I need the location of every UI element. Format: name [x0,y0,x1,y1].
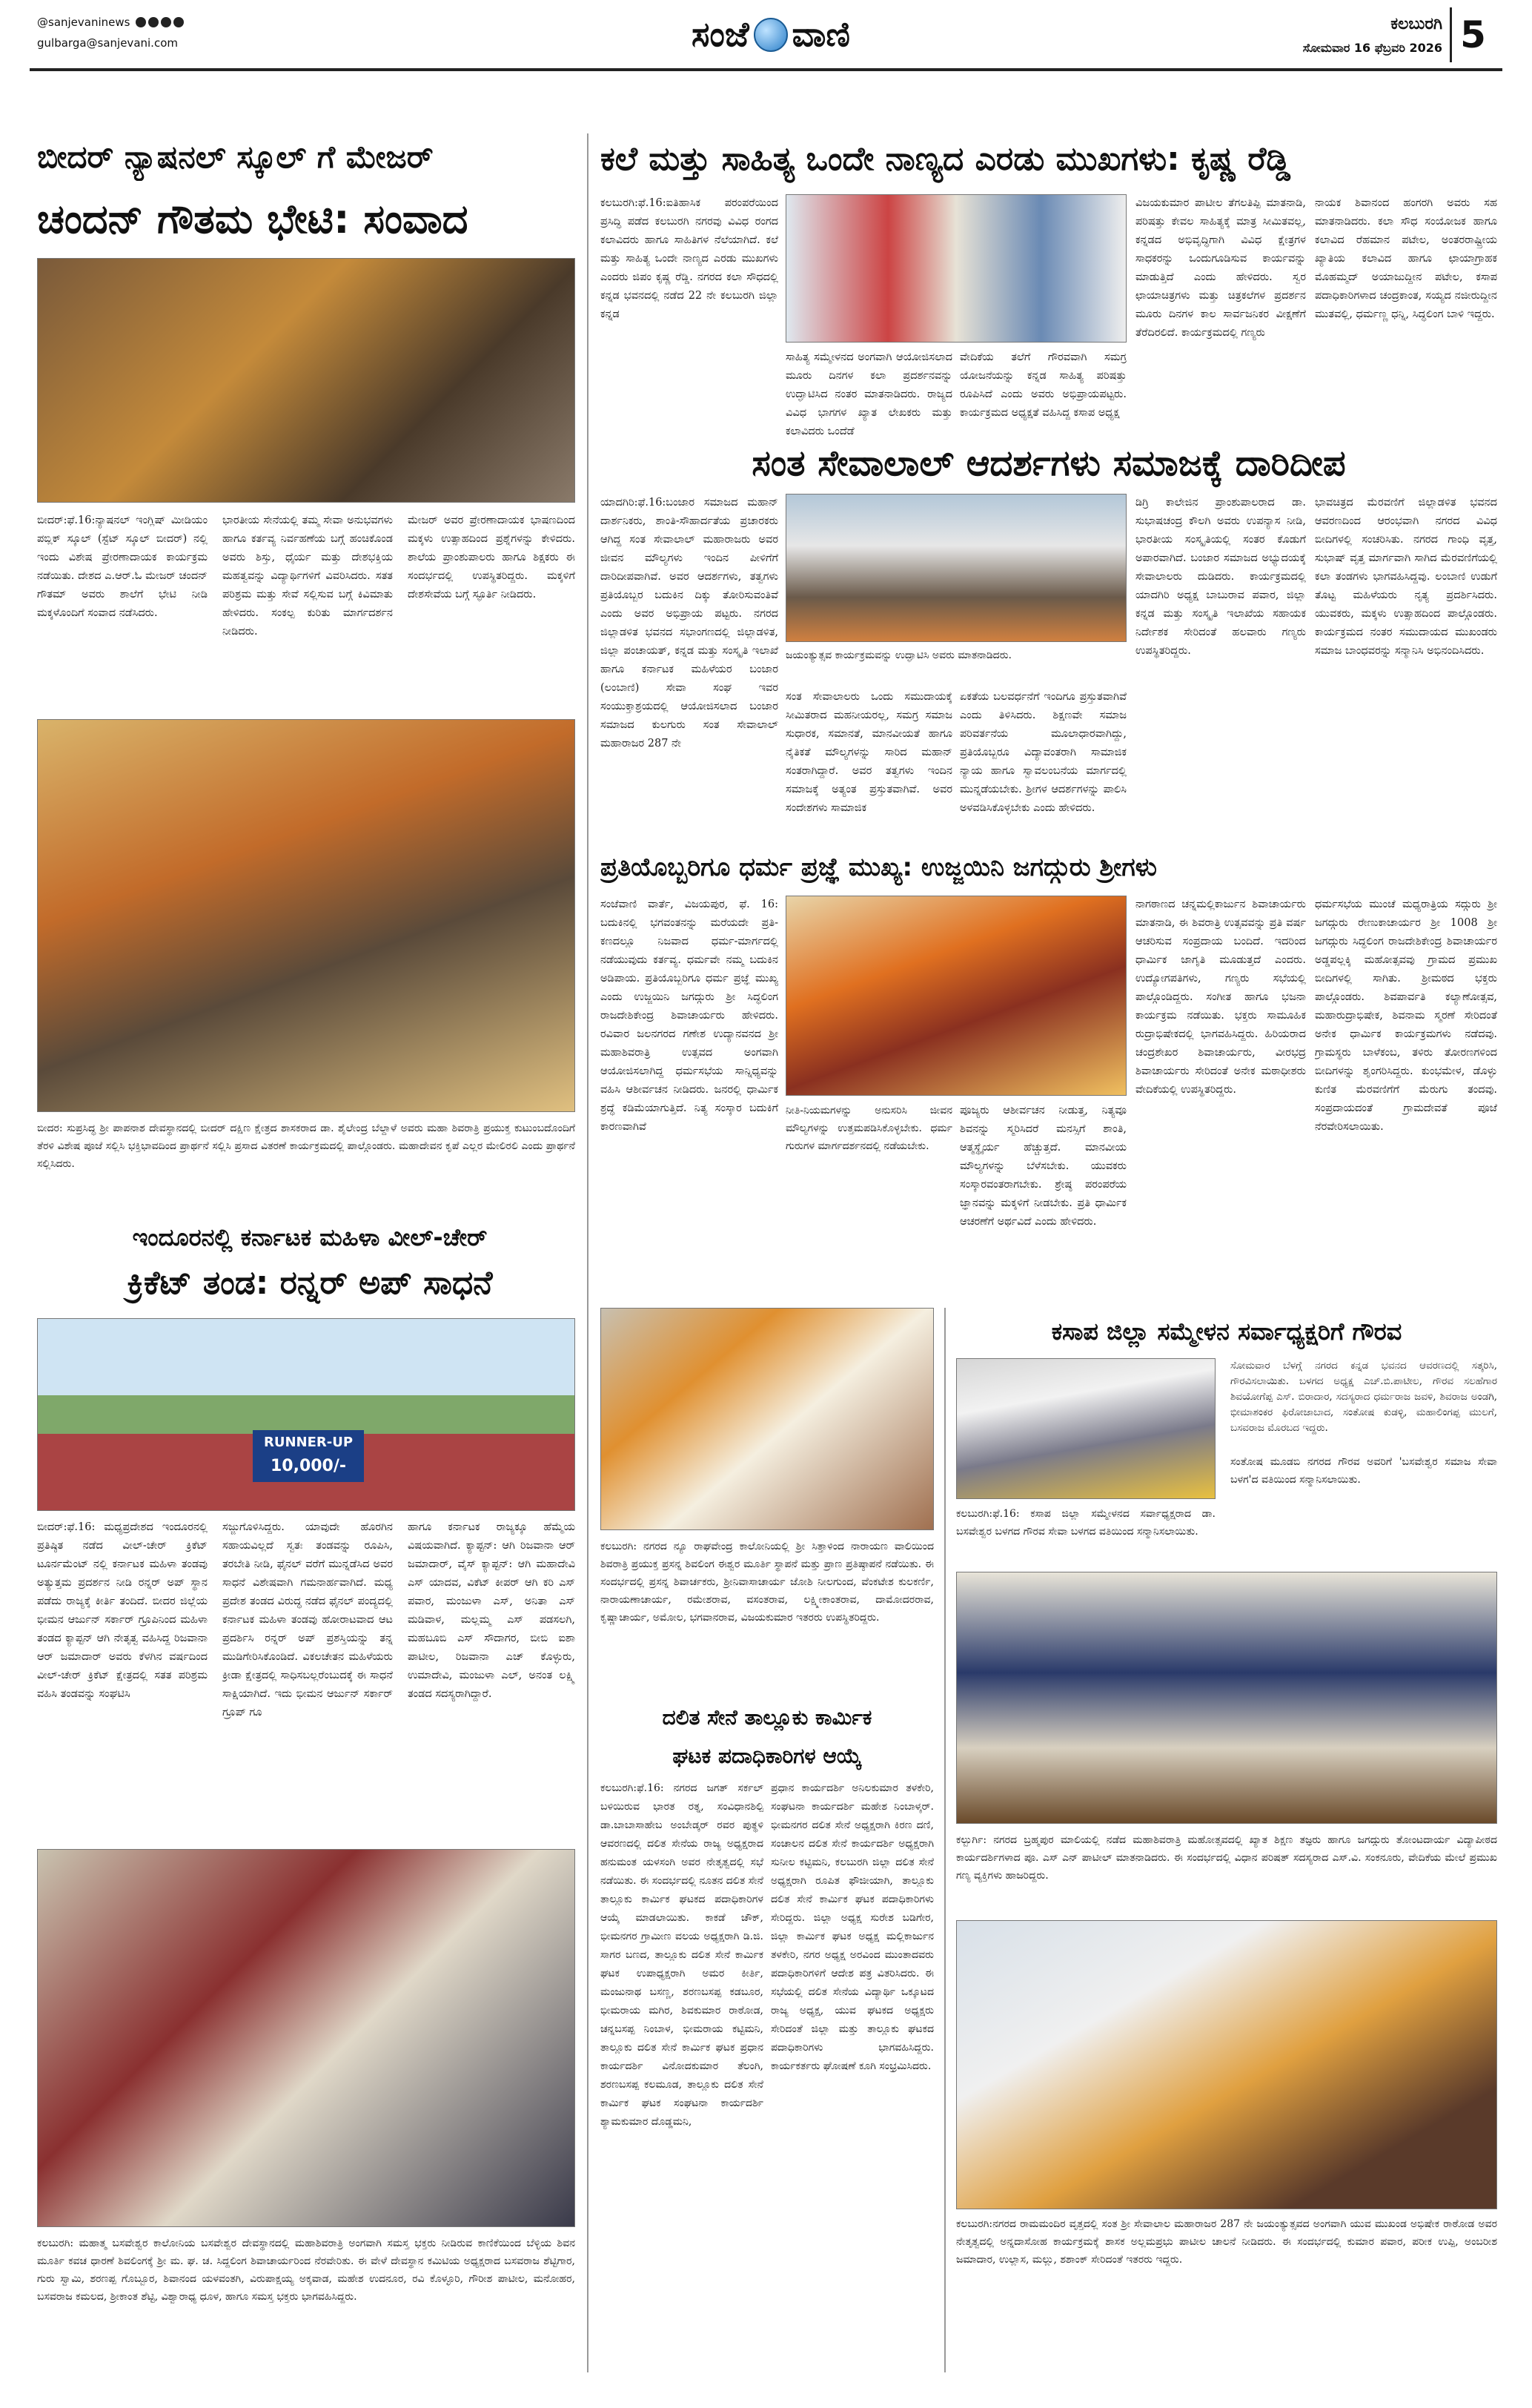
a6-headline-2: ಘಟಕ ಪದಾಧಿಕಾರಿಗಳ ಆಯ್ಕೆ [672,1744,862,1768]
edition-date: ಸೋಮವಾರ 16 ಫೆಬ್ರವರಿ 2026 [1302,41,1442,55]
a3-col1: ಕಲಬುರಗಿ:ಫೆ.16:ಐತಿಹಾಸಿಕ ಪರಂಪರೆಯಿಂದ ಪ್ರಸಿದ್ಧಿ ಪಡೆದ ಕಲಬುರಗಿ ನಗರವು ವಿವಿಧ ರಂಗದ ಕಲಾವಿದರು ಹಾಗೂ ಸಾಹಿತಿಗಳ ನೆಲೆಯಾಗಿದೆ. ಕಲೆ ಮತ್ತು ಸಾಹಿತ್ಯ ಒಂದೇ ನಾಣ್ಯದ ಎರಡು ಮುಖಗಳು ಎಂದರು ಜಿಪಂ ಕೃಷ್ಣ ರೆಡ್ಡಿ. ನಗರದ ಕಲಾ ಸೌಧದಲ್ಲಿ ಕನ್ನಡ ಭವನದಲ್ಲಿ ನಡೆದ 22 ನೇ ಕಲಬುರಗಿ ಜಿಲ್ಲಾ ಕನ್ನಡ [600,197,778,320]
youtube-icon [161,17,171,27]
sevalal-food-photo [956,1920,1497,2209]
matha-photo [37,1849,575,2227]
a2-col1: ಬೀದರ್:ಫೆ.16: ಮಧ್ಯಪ್ರದೇಶದ ಇಂದೂರನಲ್ಲಿ ಪ್ರತಿಷ್ಠಿತ ನಡೆದ ವೀಲ್-ಚೇರ್ ಕ್ರಿಕೆಟ್ ಟೂರ್ನಮೆಂಟ್ ನಲ್ಲಿ ಕರ್ನಾಟಕ ಮಹಿಳಾ ತಂಡವು ಅತ್ಯುತ್ತಮ ಪ್ರದರ್ಶನ ನೀಡಿ ರನ್ನರ್ ಅಪ್ ಸ್ಥಾನ ಪಡೆದು ರಾಜ್ಯಕ್ಕೆ ಕೀರ್ತಿ ತಂದಿದೆ. ಬೀದರ ಜಿಲ್ಲೆಯ ಭೀಮನ ಆರ್ಜುನ್ ಸರ್ಕಾರ್ ಗ್ರೂಪಿನಿಂದ ಮಹಿಳಾ ತಂಡದ ಕ್ಯಾಪ್ಟನ್ ಆಗಿ ನೇತೃತ್ವ ವಹಿಸಿದ್ದ ರಿಜವಾನಾ ಆರ್ ಜಮಾದಾರ್ ಅವರು ಕೆಳಗಿನ ವರ್ಷದಿಂದ ವೀಲ್-ಚೇರ್ ಕ್ರಿಕೆಟ್ ಕ್ಷೇತ್ರದಲ್ಲಿ ಸತತ ಪರಿಶ್ರಮ ವಹಿಸಿ ತಂಡವನ್ನು ಸಂಘಟಿಸಿ [37,1521,208,1700]
a7-headline: ಕಸಾಪ ಜಿಲ್ಲಾ ಸಮ್ಮೇಳನ ಸರ್ವಾಧ್ಯಕ್ಷರಿಗೆ ಗೌರವ [1051,1317,1402,1346]
a2-team-photo [37,1318,575,1511]
bidar-temple-photo [37,719,575,1112]
column-rule-left [587,133,588,2372]
a6-col2: ಪ್ರಧಾನ ಕಾರ್ಯದರ್ಶಿ ಅನಿಲಕುಮಾರ ತಳಕೇರಿ, ಸಂಘಟನಾ ಕಾರ್ಯದರ್ಶಿ ಮಹೇಶ ನಿಂಬಾಳ್ಕರ್. ಭೀಮನಗರ ದಲಿತ ಸೇನೆ ಅಧ್ಯಕ್ಷರಾಗಿ ಕಿರಣ ದಣಿ, ಸಂಚಾಲನ ದಲಿತ ಸೇನೆ ಕಾರ್ಯದರ್ಶಿ ಅಧ್ಯಕ್ಷರಾಗಿ ಸುನೀಲ ಕಟ್ಟಿಮನಿ, ಕಲಬುರಗಿ ಜಿಲ್ಲಾ ದಲಿತ ಸೇನೆ ಅಧ್ಯಕ್ಷರಾಗಿ ರೂಪಿತ ಫೌಜೀಯಾಗಿ, ತಾಲ್ಲೂಕು ದಲಿತ ಸೇನೆ ಕಾರ್ಮಿಕ ಘಟಕ ಪದಾಧಿಕಾರಿಗಳು ಸೇರಿದ್ದರು. ಜಿಲ್ಲಾ ಅಧ್ಯಕ್ಷ ಸುರೇಶ ಬಡಿಗೇರ, ಜಿಲ್ಲಾ ಕಾರ್ಮಿಕ ಘಟಕ ಅಧ್ಯಕ್ಷ ಮಲ್ಲಿಕಾರ್ಜುನ ತಳಕೇರಿ, ನಗರ ಅಧ್ಯಕ್ಷ ಅರವಿಂದ ಮುಂತಾದವರು ಪದಾಧಿಕಾರಿಗಳಿಗೆ ಆದೇಶ ಪತ್ರ ವಿತರಿಸಿದರು. ಈ ಸಭೆಯಲ್ಲಿ ದಲಿತ ಸೇನೆಯ ವಿದ್ಯಾರ್ಥಿ ಒಕ್ಕೂಟದ ರಾಜ್ಯ ಅಧ್ಯಕ್ಷ, ಯುವ ಘಟಕದ ಅಧ್ಯಕ್ಷರು ಸೇರಿದಂತೆ ಜಿಲ್ಲಾ ಮತ್ತು ತಾಲ್ಲೂಕು ಘಟಕದ ಪದಾಧಿಕಾರಿಗಳು ಭಾಗವಹಿಸಿದ್ದರು. ಕಾರ್ಯಕರ್ತರು ಘೋಷಣೆ ಕೂಗಿ ಸಂಭ್ರಮಿಸಿದರು. [771,1782,934,2072]
twitter-icon [173,17,184,27]
a5-caption: ನೀತಿ-ನಿಯಮಗಳನ್ನು ಅನುಸರಿಸಿ ಜೀವನ ಮೌಲ್ಯಗಳನ್ನು ಉತ್ತಮಪಡಿಸಿಕೊಳ್ಳಬೇಕು. ಧರ್ಮ ಗುರುಗಳ ಮಾರ್ಗದರ್ಶನದಲ್ಲಿ ನಡೆಯಬೇಕು. [786,1105,952,1152]
social-handle: @sanjevaninews [37,13,259,31]
a2-headline-2: ಕ್ರಿಕೆಟ್ ತಂಡ: ರನ್ನರ್ ಅಪ್ ಸಾಧನೆ [127,1264,493,1302]
brahmapur-caption: ಕಲ್ಬುರ್ಗಿ: ನಗರದ ಬ್ರಹ್ಮಪುರ ಮಾಲಿಯಲ್ಲಿ ನಡೆದ ಮಹಾಶಿವರಾತ್ರಿ ಮಹೋತ್ಸವದಲ್ಲಿ ಖ್ಯಾತ ಶಿಕ್ಷಣ ತಜ್ಞರು ಹಾಗೂ ಜಗದ್ಗುರು ತೋಂಟದಾರ್ಯ ವಿದ್ಯಾಪೀಠದ ಕಾರ್ಯದರ್ಶಿಗಳಾದ ಪೂ. ಎಸ್ ಎನ್ ಪಾಟೀಲ್ ಮಾತನಾಡಿದರು. ಈ ಸಂದರ್ಭದಲ್ಲಿ ವಿಧಾನ ಪರಿಷತ್ ಸದಸ್ಯರಾದ ಎಸ್.ವಿ. ಸಂಕನೂರು, ವೇದಿಕೆಯ ಮೇಲೆ ಪ್ರಮುಖ ಗಣ್ಯ ವ್ಯಕ್ತಿಗಳು ಹಾಜರಿದ್ದರು. [956,1834,1497,1882]
a4-photo [786,494,1127,642]
a1-headline-1: ಬೀದರ್ ನ್ಯಾಷನಲ್ ಸ್ಕೂಲ್ ಗೆ ಮೇಜರ್ [37,139,434,175]
a7-photo [956,1358,1216,1499]
a4-col3: ಡಿಗ್ರಿ ಕಾಲೇಜಿನ ಪ್ರಾಂಶುಪಾಲರಾದ ಡಾ. ಸುಭಾಷಚಂದ್ರ ಕೌಲಗಿ ಅವರು ಉಪನ್ಯಾಸ ನೀಡಿ, ಭಾರತೀಯ ಸಂಸ್ಕೃತಿಯಲ್ಲಿ ಸಂತರ ಕೊಡುಗೆ ಅಪಾರವಾಗಿದೆ. ಬಂಜಾರ ಸಮಾಜದ ಅಭ್ಯುದಯಕ್ಕೆ ಸೇವಾಲಾಲರು ದುಡಿದರು. ಕಾರ್ಯಕ್ರಮದಲ್ಲಿ ಯಾದಗಿರಿ ಅಧ್ಯಕ್ಷ ಬಾಬುರಾವ ಪವಾರ, ಜಿಲ್ಲಾ ಕನ್ನಡ ಮತ್ತು ಸಂಸ್ಕೃತಿ ಇಲಾಖೆಯ ಸಹಾಯಕ ನಿರ್ದೇಶಕ ಸೇರಿದಂತೆ ಹಲವಾರು ಗಣ್ಯರು ಉಪಸ್ಥಿತರಿದ್ದರು. [1135,497,1306,657]
a3-col3: ವಿಜಯಕುಮಾರ ಪಾಟೀಲ ತೆಗಲತಿಪ್ಪಿ ಮಾತನಾಡಿ, ಪರಿಷತ್ತು ಕೇವಲ ಸಾಹಿತ್ಯಕ್ಕೆ ಮಾತ್ರ ಸೀಮಿತವಲ್ಲ, ಕನ್ನಡದ ಅಭಿವೃದ್ಧಿಗಾಗಿ ವಿವಿಧ ಕ್ಷೇತ್ರಗಳ ಸಾಧಕರನ್ನು ಒಂದುಗೂಡಿಸುವ ಕಾರ್ಯವನ್ನು ಮಾಡುತ್ತಿದೆ ಎಂದು ಹೇಳಿದರು. ಸ್ವರ ಛಾಯಾಚಿತ್ರಗಳು ಮತ್ತು ಚಿತ್ರಕಲೆಗಳ ಪ್ರದರ್ಶನ ಮೂರು ದಿನಗಳ ಕಾಲ ಸಾರ್ವಜನಿಕರ ವೀಕ್ಷಣೆಗೆ ತೆರೆದಿರಲಿದೆ. ಕಾರ್ಯಕ್ರಮದಲ್ಲಿ ಗಣ್ಯರು [1135,197,1306,339]
a3-photo [786,194,1127,343]
a1-photo [37,258,575,503]
a5-col1: ಸಂಜೆವಾಣಿ ವಾರ್ತೆ, ವಿಜಯಪುರ, ಫೆ. 16: ಬದುಕಿನಲ್ಲಿ ಭಗವಂತನನ್ನು ಮರೆಯದೇ ಪ್ರತಿ-ಕಣದಲ್ಲೂ ನಿಜವಾದ ಧರ್ಮ-ಮಾರ್ಗದಲ್ಲಿ ನಡೆಯುವುದು ಕರ್ತವ್ಯ. ಧರ್ಮವೇ ನಮ್ಮ ಬದುಕಿನ ಅಡಿಪಾಯ. ಪ್ರತಿಯೊಬ್ಬರಿಗೂ ಧರ್ಮ ಪ್ರಜ್ಞೆ ಮುಖ್ಯ ಎಂದು ಉಜ್ಜಯಿನಿ ಜಗದ್ಗುರು ಶ್ರೀ ಸಿದ್ಧಲಿಂಗ ರಾಜದೇಶಿಕೇಂದ್ರ ಶಿವಾಚಾರ್ಯರು ಹೇಳಿದರು. ರವಿವಾರ ಜಲನಗರದ ಗಣೇಶ ಉದ್ಯಾನವನದ ಶ್ರೀ ಮಹಾಶಿವರಾತ್ರಿ ಉತ್ಸವದ ಅಂಗವಾಗಿ ಆಯೋಜಿಸಲಾಗಿದ್ದ ಧರ್ಮಸಭೆಯ ಸಾನ್ನಿಧ್ಯವನ್ನು ವಹಿಸಿ ಆಶೀರ್ವಚನ ನೀಡಿದರು. ಜನರಲ್ಲಿ ಧಾರ್ಮಿಕ ಶ್ರದ್ಧೆ ಕಡಿಮೆಯಾಗುತ್ತಿದೆ. ನಿತ್ಯ ಸಂಸ್ಕಾರ ಬದುಕಿಗೆ ಕಾರಣವಾಗಿವೆ [600,899,778,1133]
a1-col1: ಬೀದರ್:ಫೆ.16:ನ್ಯಾಷನಲ್ ಇಂಗ್ಲಿಷ್ ಮೀಡಿಯಂ ಪಬ್ಲಿಕ್ ಸ್ಕೂಲ್ (ಸ್ಟೆಟ್ ಸ್ಕೂಲ್ ಬೀದರ್) ನಲ್ಲಿ ಇಂದು ವಿಶೇಷ ಪ್ರೇರಣಾದಾಯಕ ಕಾರ್ಯಕ್ರಮ ನಡೆಯಿತು. ದೇಶದ ಎ.ಆರ್.ಓ ಮೇಜರ್ ಚಂದನ್ ಗೌತಮ್ ಅವರು ಶಾಲೆಗೆ ಭೇಟಿ ನೀಡಿ ಮಕ್ಕಳೊಂದಿಗೆ ಸಂವಾದ ನಡೆಸಿದರು. [37,515,208,619]
a4-col1: ಯಾದಗಿರಿ:ಫೆ.16:ಬಂಜಾರ ಸಮಾಜದ ಮಹಾನ್ ದಾರ್ಶನಿಕರು, ಶಾಂತಿ-ಸೌಹಾರ್ದತೆಯ ಪ್ರಚಾರಕರು ಆಗಿದ್ದ ಸಂತ ಸೇವಾಲಾಲ್ ಮಹಾರಾಜರು ಅವರ ಜೀವನ ಮೌಲ್ಯಗಳು ಇಂದಿನ ಪೀಳಿಗೆಗೆ ದಾರಿದೀಪವಾಗಿವೆ. ಅವರ ಆದರ್ಶಗಳು, ತತ್ವಗಳು ಪ್ರತಿಯೊಬ್ಬರ ಬದುಕಿನ ದಿಕ್ಕು ತೋರಿಸುವಂತಿವೆ ಎಂದು ಅವರ ಅಭಿಪ್ರಾಯ ಪಟ್ಟರು. ನಗರದ ಜಿಲ್ಲಾಡಳಿತ ಭವನದ ಸಭಾಂಗಣದಲ್ಲಿ ಜಿಲ್ಲಾಡಳಿತ, ಜಿಲ್ಲಾ ಪಂಚಾಯತ್, ಕನ್ನಡ ಮತ್ತು ಸಂಸ್ಕೃತಿ ಇಲಾಖೆ ಹಾಗೂ ಕರ್ನಾಟಕ ಮಹಿಳೆಯರ ಬಂಜಾರ (ಲಂಬಾಣಿ) ಸೇವಾ ಸಂಘ ಇವರ ಸಂಯುಕ್ತಾಶ್ರಯದಲ್ಲಿ ಆಯೋಜಿಸಲಾದ ಬಂಜಾರ ಸಮಾಜದ ಕುಲಗುರು ಸಂತ ಸೇವಾಲಾಲ್ ಮಹಾರಾಜರ 287 ನೇ [600,497,778,750]
a1-col2: ಭಾರತೀಯ ಸೇನೆಯಲ್ಲಿ ತಮ್ಮ ಸೇವಾ ಅನುಭವಗಳು ಹಾಗೂ ಕರ್ತವ್ಯ ನಿರ್ವಹಣೆಯ ಬಗ್ಗೆ ಹಂಚಿಕೊಂಡ ಅವರು ಶಿಸ್ತು, ಧೈರ್ಯ ಮತ್ತು ದೇಶಭಕ್ತಿಯ ಮಹತ್ವವನ್ನು ವಿದ್ಯಾರ್ಥಿಗಳಿಗೆ ವಿವರಿಸಿದರು. ಸತತ ಪರಿಶ್ರಮ ಮತ್ತು ಸೇವೆ ಸಲ್ಲಿಸುವ ಬಗ್ಗೆ ಕಿವಿಮಾತು ಹೇಳಿದರು. ಸಂಕಲ್ಪ ಕುರಿತು ಮಾರ್ಗದರ್ಶನ ನೀಡಿದರು. [222,515,393,638]
page-number: 5 [1450,7,1494,62]
a3-col4: ನಾಯಕ ಶಿವಾನಂದ ಹಂಗರಗಿ ಅವರು ಸಹ ಮಾತನಾಡಿದರು. ಕಲಾ ಸೌಧ ಸಂಯೋಜಕ ಹಾಗೂ ಕಲಾವಿದ ರೆಹಮಾನ ಪಟೇಲ, ಅಂತರರಾಷ್ಟ್ರೀಯ ಖ್ಯಾತಿಯ ಕಲಾವಿದ ಹಾಗೂ ಛಾಯಾಗ್ರಾಹಕ ಮೊಹಮ್ಮದ್ ಅಯಾಜುದ್ದೀನ ಪಟೇಲ, ಕಸಾಪ ಪದಾಧಿಕಾರಿಗಳಾದ ಚಂದ್ರಕಾಂತ, ಸಯ್ಯದ ನಜೀರುದ್ದೀನ ಮುತವಲ್ಲಿ, ಧರ್ಮಣ್ಣ ಧನ್ನಿ, ಸಿದ್ಧಲಿಂಗ ಬಾಳಿ ಇದ್ದರು. [1315,197,1497,320]
a5-para1: ಪೂಜ್ಯರು ಆಶೀರ್ವಚನ ನೀಡುತ್ತ, ನಿತ್ಯವೂ ಶಿವನನ್ನು ಸ್ಮರಿಸಿದರೆ ಮನಸ್ಸಿಗೆ ಶಾಂತಿ, ಆತ್ಮಸ್ಥೈರ್ಯ ಹೆಚ್ಚುತ್ತದೆ. ಮಾನವೀಯ ಮೌಲ್ಯಗಳನ್ನು ಬೆಳೆಸಬೇಕು. ಯುವಕರು ಸಂಸ್ಕಾರವಂತರಾಗಬೇಕು. ಶ್ರೇಷ್ಠ ಪರಂಪರೆಯ ಜ್ಞಾನವನ್ನು ಮಕ್ಕಳಿಗೆ ನೀಡಬೇಕು. ಪ್ರತಿ ಧಾರ್ಮಿಕ ಆಚರಣೆಗೆ ಅರ್ಥವಿದೆ ಎಂದು ಹೇಳಿದರು. [960,1105,1127,1228]
sevalal-food-caption: ಕಲಬುರಗಿ:ನಗರದ ರಾಮಮಂದಿರ ವೃತ್ತದಲ್ಲಿ ಸಂತ ಶ್ರೀ ಸೇವಾಲಾಲ ಮಹಾರಾಜರ 287 ನೇ ಜಯಂತ್ಯುತ್ಸವದ ಅಂಗವಾಗಿ ಯುವ ಮುಖಂಡ ಅಭಿಷೇಕ ರಾಠೋಡ ಅವರ ನೇತೃತ್ವದಲ್ಲಿ ಅನ್ನದಾಸೋಹ ಕಾರ್ಯಕ್ರಮಕ್ಕೆ ಶಾಸಕ ಅಲ್ಲಮಪ್ರಭು ಪಾಟೀಲ ಚಾಲನೆ ನೀಡಿದರು. ಈ ಸಂದರ್ಭದಲ್ಲಿ ಕುಮಾರ ಪವಾರ, ಪರೀಕ ಉಪ್ಪಿ, ಅಂಬರೀಶ ಜಮಾದಾರ, ಉಲ್ಲಾಸ, ಮಲ್ಲು, ಶಶಾಂಕ್ ಸೇರಿದಂತೆ ಇತರರು ಇದ್ದರು. [956,2218,1497,2266]
matha-caption: ಕಲಬುರಗಿ: ಮಹಾತ್ಮ ಬಸವೇಶ್ವರ ಕಾಲೋನಿಯ ಬಸವೇಶ್ವರ ದೇವಸ್ಥಾನದಲ್ಲಿ ಮಹಾಶಿವರಾತ್ರಿ ಅಂಗವಾಗಿ ಸಮಸ್ತ ಭಕ್ತರು ನೀಡಿರುವ ಕಾಣಿಕೆಯಿಂದ ಬೆಳ್ಳಿಯ ಶಿವನ ಮೂರ್ತಿ ಕವಚ ಧಾರಣೆ ಶಿವಲಿಂಗಕ್ಕೆ ಶ್ರೀ ಮ. ಘ. ಚ. ಸಿದ್ದಲಿಂಗ ಶಿವಾಚಾರ್ಯರಿಂದ ನೆರವೇರಿತು. ಈ ವೇಳೆ ದೇವಸ್ಥಾನ ಕಮಿಟಿಯ ಅಧ್ಯಕ್ಷರಾದ ಬಸವರಾಜ ಶೆಟ್ಟಿಗಾರ, ಗುರು ಸ್ವಾಮಿ, ಶರಣಪ್ಪ ಗೊಬ್ಬೂರ, ಶಿವಾನಂದ ಯಳವಂತಗಿ, ವಿರುಪಾಕ್ಷಯ್ಯ ಅಕ್ಕವಾಡ, ಮಹೇಶ ಉದನೂರ, ರವಿ ಕೊಳ್ಳೂರಿ, ಗೌರೀಶ ಪಾಟೀಲ, ಮನೋಹರ, ಬಸವರಾಜ ಕಮಲದ, ಶ್ರೀಕಾಂತ ಶೆಟ್ಟಿ, ವಿಶ್ವಾರಾಧ್ಯ ಧೂಳ, ಹಾಗೂ ಸಮಸ್ತ ಭಕ್ತರು ಭಾಗವಹಿಸಿದ್ದರು. [37,2237,575,2303]
edition-city: ಕಲಬುರಗಿ [1390,15,1442,33]
bidar-temple-caption: ಬೀದರ: ಸುಪ್ರಸಿದ್ಧ ಶ್ರೀ ಪಾಪನಾಶ ದೇವಸ್ಥಾನದಲ್ಲಿ ಬೀದರ್ ದಕ್ಷಿಣ ಕ್ಷೇತ್ರದ ಶಾಸಕರಾದ ಡಾ. ಶೈಲೇಂದ್ರ ಬೆಲ್ದಾಳೆ ಅವರು ಮಹಾ ಶಿವರಾತ್ರಿ ಪ್ರಯುಕ್ತ ಕುಟುಂಬದೊಂದಿಗೆ ತೆರಳಿ ವಿಶೇಷ ಪೂಜೆ ಸಲ್ಲಿಸಿ ಭಕ್ತಿಭಾವದಿಂದ ಪ್ರಾರ್ಥನೆ ಸಲ್ಲಿಸಿ ಪ್ರಸಾದ ವಿತರಣೆ ಕಾರ್ಯಕ್ರಮದಲ್ಲಿ ಪಾಲ್ಗೊಂಡರು. ಮಹಾದೇವನ ಕೃಪೆ ಎಲ್ಲರ ಮೇಲಿರಲಿ ಎಂದು ಪ್ರಾರ್ಥನೆ ಸಲ್ಲಿಸಿದರು. [37,1122,575,1170]
email: gulbarga@sanjevani.com [37,36,178,50]
raghavendra-photo [600,1308,934,1530]
a5-col4: ಧರ್ಮಸಭೆಯ ಮುಂಚೆ ಮಧ್ಯರಾತ್ರಿಯ ಸದ್ಗುರು ಶ್ರೀ ಜಗದ್ಗುರು ರೇಣುಕಾಚಾರ್ಯರ ಶ್ರೀ 1008 ಶ್ರೀ ಜಗದ್ಗುರು ಸಿದ್ಧಲಿಂಗ ರಾಜದೇಶಿಕೇಂದ್ರ ಶಿವಾಚಾರ್ಯರ ಅಡ್ಡಪಲ್ಲಕ್ಕಿ ಮಹೋತ್ಸವವು ಗ್ರಾಮದ ಪ್ರಮುಖ ಬೀದಿಗಳಲ್ಲಿ ಸಾಗಿತು. ಶ್ರೀಮಠದ ಭಕ್ತರು ಪಾಲ್ಗೊಂಡರು. ಶಿವಪಾರ್ವತಿ ಕಲ್ಯಾಣೋತ್ಸವ, ಮಹಾರುದ್ರಾಭಿಷೇಕ, ಶಿವನಾಮ ಸ್ಮರಣೆ ಸೇರಿದಂತೆ ಅನೇಕ ಧಾರ್ಮಿಕ ಕಾರ್ಯಕ್ರಮಗಳು ನಡೆದವು. ಗ್ರಾಮಸ್ಥರು ಬಾಳೆಕಂಬ, ತಳಿರು ತೋರಣಗಳಿಂದ ಬೀದಿಗಳನ್ನು ಶೃಂಗರಿಸಿದ್ದರು. ಕುಂಭಮೇಳ, ಡೊಳ್ಳು ಕುಣಿತ ಮೆರವಣಿಗೆಗೆ ಮೆರುಗು ತಂದವು. ಸಂಪ್ರದಾಯದಂತೆ ಗ್ರಾಮದೇವತೆ ಪೂಜೆ ನೆರವೇರಿಸಲಾಯಿತು. [1315,899,1497,1133]
a3-headline: ಕಲೆ ಮತ್ತು ಸಾಹಿತ್ಯ ಒಂದೇ ನಾಣ್ಯದ ಎರಡು ಮುಖಗಳು: ಕೃಷ್ಣ ರೆಡ್ಡಿ [600,140,1291,178]
a1-col3: ಮೇಜರ್ ಅವರ ಪ್ರೇರಣಾದಾಯಕ ಭಾಷಣದಿಂದ ಮಕ್ಕಳು ಉತ್ಸಾಹದಿಂದ ಪ್ರಶ್ನೆಗಳನ್ನು ಕೇಳಿದರು. ಶಾಲೆಯ ಪ್ರಾಂಶುಪಾಲರು ಹಾಗೂ ಶಿಕ್ಷಕರು ಈ ಸಂದರ್ಭದಲ್ಲಿ ಉಪಸ್ಥಿತರಿದ್ದರು. ಮಕ್ಕಳಿಗೆ ದೇಶಸೇವೆಯ ಬಗ್ಗೆ ಸ್ಫೂರ್ತಿ ನೀಡಿದರು. [408,515,575,601]
a3-para2: ವೇದಿಕೆಯ ತಲೆಗೆ ಗೌರವವಾಗಿ ಸಮಗ್ರ ಯೋಜನೆಯನ್ನು ಕನ್ನಡ ಸಾಹಿತ್ಯ ಪರಿಷತ್ತು ರೂಪಿಸಿದೆ ಎಂದು ಅವರು ಅಭಿಪ್ರಾಯಪಟ್ಟರು. ಕಾರ್ಯಕ್ರಮದ ಅಧ್ಯಕ್ಷತೆ ವಹಿಸಿದ್ದ ಕಸಾಪ ಅಧ್ಯಕ್ಷ [960,351,1127,419]
a5-photo [786,896,1127,1096]
a4-caption: ಜಯಂತ್ಯುತ್ಸವ ಕಾರ್ಯಕ್ರಮವನ್ನು ಉದ್ಘಾಟಿಸಿ ಅವರು ಮಾತನಾಡಿದರು. [786,649,1012,661]
brahmapur-photo [956,1572,1497,1824]
masthead-rule [30,68,1502,71]
a4-col4: ಭಾವಚಿತ್ರದ ಮೆರವಣಿಗೆ ಜಿಲ್ಲಾಡಳಿತ ಭವನದ ಆವರಣದಿಂದ ಆರಂಭವಾಗಿ ನಗರದ ವಿವಿಧ ಬೀದಿಗಳಲ್ಲಿ ಸಂಚರಿಸಿತು. ನಗರದ ಗಾಂಧಿ ವೃತ್ತ, ಸುಭಾಷ್ ವೃತ್ತ ಮಾರ್ಗವಾಗಿ ಸಾಗಿದ ಮೆರವಣಿಗೆಯಲ್ಲಿ ಕಲಾ ತಂಡಗಳು ಭಾಗವಹಿಸಿದ್ದವು. ಲಂಬಾಣಿ ಉಡುಗೆ ತೊಟ್ಟ ಮಹಿಳೆಯರು ನೃತ್ಯ ಪ್ರದರ್ಶಿಸಿದರು. ಯುವಕರು, ಮಕ್ಕಳು ಉತ್ಸಾಹದಿಂದ ಪಾಲ್ಗೊಂಡರು. ಕಾರ್ಯಕ್ರಮದ ನಂತರ ಸಮುದಾಯದ ಮುಖಂಡರು ಸಮಾಜ ಬಾಂಧವರನ್ನು ಸನ್ಮಾನಿಸಿ ಅಭಿನಂದಿಸಿದರು. [1315,497,1497,657]
column-rule-mid [944,1308,946,2372]
globe-icon [754,18,788,52]
a7-caption-2: ಸಂತೋಷ ಮೂಡಬಿ ನಗರದ ಗೌರವ ಅವರಿಗೆ 'ಬಸವೇಶ್ವರ ಸಮಾಜ ಸೇವಾ ಬಳಗ'ದ ವತಿಯಿಂದ ಸನ್ಮಾನಿಸಲಾಯಿತು. [1230,1456,1497,1486]
a7-col2: ಸೋಮವಾರ ಬೆಳಗ್ಗೆ ನಗರದ ಕನ್ನಡ ಭವನದ ಆವರಣದಲ್ಲಿ ಸತ್ಕರಿಸಿ, ಗೌರವಿಸಲಾಯಿತು. ಬಳಗದ ಅಧ್ಯಕ್ಷ ಎಚ್.ಬಿ.ಪಾಟೀಲ, ಗೌರವ ಸಲಹೆಗಾರ ಶಿವಯೋಗೆಪ್ಪ ಎಸ್. ಬಿರಾದಾರ, ಸದಸ್ಯರಾದ ಧರ್ಮರಾಜ ಜವಳಿ, ಶಿವರಾಜ ಅಂಡಗಿ, ಭೀಮಾಶಂಕರ ಫಿರೋಜಾಬಾದ, ಸಂತೋಷ ಕುಡಳ್ಳಿ, ಮಹಾಲಿಂಗಪ್ಪ ಮುಲಗೆ, ಬಸವರಾಜ ಮೊರಬದ ಇದ್ದರು. [1230,1360,1497,1434]
a2-col2: ಸಜ್ಜುಗೊಳಿಸಿದ್ದರು. ಯಾವುದೇ ಹೊರಗಿನ ಸಹಾಯವಿಲ್ಲದೆ ಸ್ವತಃ ತಂಡವನ್ನು ರೂಪಿಸಿ, ತರಬೇತಿ ನೀಡಿ, ಫೈನಲ್ ವರೆಗೆ ಮುನ್ನಡೆಸಿದ ಅವರ ಸಾಧನೆ ವಿಶೇಷವಾಗಿ ಗಮನಾರ್ಹವಾಗಿದೆ. ಮಧ್ಯ ಪ್ರದೇಶ ತಂಡದ ವಿರುದ್ಧ ನಡೆದ ಫೈನಲ್ ಪಂದ್ಯದಲ್ಲಿ ಕರ್ನಾಟಕ ಮಹಿಳಾ ತಂಡವು ಹೋರಾಟವಾದ ಆಟ ಪ್ರದರ್ಶಿಸಿ ರನ್ನರ್ ಅಪ್ ಪ್ರಶಸ್ತಿಯನ್ನು ತನ್ನ ಮುಡಿಗೇರಿಸಿಕೊಂಡಿದೆ. ವಿಕಲಚೇತನ ಮಹಿಳೆಯರು ಕ್ರೀಡಾ ಕ್ಷೇತ್ರದಲ್ಲಿ ಸಾಧಿಸಬಲ್ಲರೆಂಬುದಕ್ಕೆ ಈ ಸಾಧನೆ ಸಾಕ್ಷಿಯಾಗಿದೆ. ಇದು ಭೀಮನ ಆರ್ಜುನ್ ಸರ್ಕಾರ್ ಗ್ರೂಪ್ ಗೂ [222,1521,393,1719]
a3-para1: ಸಾಹಿತ್ಯ ಸಮ್ಮೇಳನದ ಅಂಗವಾಗಿ ಆಯೋಜಿಸಲಾದ ಮೂರು ದಿನಗಳ ಕಲಾ ಪ್ರದರ್ಶನವನ್ನು ಉದ್ಘಾಟಿಸಿದ ನಂತರ ಮಾತನಾಡಿದರು. ರಾಜ್ಯದ ವಿವಿಧ ಭಾಗಗಳ ಖ್ಯಾತ ಲೇಖಕರು ಮತ್ತು ಕಲಾವಿದರು ಒಂದೆಡೆ [786,351,952,437]
runner-up-board: RUNNER-UP 10,000/- [253,1430,364,1482]
a2-col3: ಹಾಗೂ ಕರ್ನಾಟಕ ರಾಜ್ಯಕ್ಕೂ ಹೆಮ್ಮೆಯ ವಿಷಯವಾಗಿದೆ. ಕ್ಯಾಪ್ಟನ್: ಆಗಿ ರಿಜವಾನಾ ಆರ್ ಜಮಾದಾರ್, ವೈಸ್ ಕ್ಯಾಪ್ಟನ್: ಆಗಿ ಮಹಾದೇವಿ ಎಸ್ ಯಾದವ, ವಿಕೆಟ್ ಕೀಪರ್ ಆಗಿ ಕರಿ ಎಸ್ ಪವಾರ, ಮಂಜುಳಾ ಎಸ್, ಅನಿತಾ ಎಸ್ ಮಡಿವಾಳ, ಮಲ್ಲಮ್ಮ ಎಸ್ ಪಡಸಲಗಿ, ಮಹಬೂಬಿ ಎಸ್ ಸೌದಾಗರ, ಬೀಬಿ ಐಶಾ ಪಾಟೀಲ, ರಿಜವಾನಾ ಎಚ್ ಕೊಳ್ಳುರು, ಉಮಾದೇವಿ, ಮಂಜುಳಾ ಎಲ್, ಅನಂತ ಲಕ್ಷ್ಮಿ ತಂಡದ ಸದಸ್ಯರಾಗಿದ್ದಾರೆ. [408,1521,575,1700]
instagram-icon [148,17,159,27]
raghavendra-caption: ಕಲಬುರಗಿ: ನಗರದ ನ್ಯೂ ರಾಘವೇಂದ್ರ ಕಾಲೋನಿಯಲ್ಲಿ ಶ್ರೀ ಸಿತ್ತಾಳಿಂದ ನಾರಾಯಣ ವಾಲಿಯಿಂದ ಶಿವರಾತ್ರಿ ಪ್ರಯುಕ್ತ ಪ್ರಸನ್ನ ಶಿವಲಿಂಗ ಈಶ್ವರ ಮೂರ್ತಿ ಸ್ಥಾಪನೆ ಮತ್ತು ಪ್ರಾಣ ಪ್ರತಿಷ್ಠಾಪನೆ ನಡೆಯಿತು. ಈ ಸಂದರ್ಭದಲ್ಲಿ ಪ್ರಸನ್ನ ಶಿವಾರ್ಚಕರು, ಶ್ರೀನಿವಾಸಾಚಾರ್ಯ ಜೋಶಿ ನೀಲಗುಂದ, ವೆಂಕಟೇಶ ಕುಲಕರ್ಣಿ, ನಾರಾಯಣಾಚಾರ್ಯ, ರಮೇಶರಾವ, ವಸಂತರಾವ, ಲಕ್ಷ್ಮೀಕಾಂತರಾವ, ದಾಮೋದರರಾವ, ಕೃಷ್ಣಾಚಾರ್ಯ, ಅಮೋಲ, ಭಗವಾನರಾವ, ವಿಜಯಕುಮಾರ ಇತರರು ಉಪಸ್ಥಿತರಿದ್ದರು. [600,1541,934,1624]
social-icons [136,17,184,27]
a7-caption-1: ಕಲಬುರಗಿ:ಫೆ.16: ಕಸಾಪ ಜಿಲ್ಲಾ ಸಮ್ಮೇಳನದ ಸರ್ವಾಧ್ಯಕ್ಷರಾದ ಡಾ. ಬಸವೇಶ್ವರ ಬಳಗದ ಗೌರವ ಸೇವಾ ಬಳಗದ ವತಿಯಿಂದ ಸನ್ಮಾನಿಸಲಾಯಿತು. [956,1508,1216,1538]
newspaper-logo: ಸಂಜೆ ವಾಣಿ [692,14,850,54]
masthead [0,0,1532,119]
a2-headline-1: ಇಂದೂರನಲ್ಲಿ ಕರ್ನಾಟಕ ಮಹಿಳಾ ವೀಲ್-ಚೇರ್ [132,1223,488,1251]
a6-headline-1: ದಲಿತ ಸೇನೆ ತಾಲ್ಲೂಕು ಕಾರ್ಮಿಕ [662,1705,872,1730]
a4-para2: ಏಕತೆಯ ಬಲವರ್ಧನೆಗೆ ಇಂದಿಗೂ ಪ್ರಸ್ತುತವಾಗಿವೆ ಎಂದು ತಿಳಿಸಿದರು. ಶಿಕ್ಷಣವೇ ಸಮಾಜ ಪರಿವರ್ತನೆಯ ಮೂಲಾಧಾರವಾಗಿದ್ದು, ಪ್ರತಿಯೊಬ್ಬರೂ ವಿದ್ಯಾವಂತರಾಗಿ ಸಾಮಾಜಿಕ ನ್ಯಾಯ ಹಾಗೂ ಸ್ವಾವಲಂಬನೆಯ ಮಾರ್ಗದಲ್ಲಿ ಮುನ್ನಡೆಯಬೇಕು. ಶ್ರೀಗಳ ಆದರ್ಶಗಳನ್ನು ಪಾಲಿಸಿ ಅಳವಡಿಸಿಕೊಳ್ಳಬೇಕು ಎಂದು ಹೇಳಿದರು. [960,691,1127,814]
a4-headline: ಸಂತ ಸೇವಾಲಾಲ್ ಆದರ್ಶಗಳು ಸಮಾಜಕ್ಕೆ ದಾರಿದೀಪ [752,443,1346,484]
a1-headline-2: ಚಂದನ್ ಗೌತಮ ಭೇಟಿ: ಸಂವಾದ [37,196,468,242]
a5-col3: ನಾಗಠಾಣದ ಚನ್ನಮಲ್ಲಿಕಾರ್ಜುನ ಶಿವಾಚಾರ್ಯರು ಮಾತನಾಡಿ, ಈ ಶಿವರಾತ್ರಿ ಉತ್ಸವವನ್ನು ಪ್ರತಿ ವರ್ಷ ಆಚರಿಸುವ ಸಂಪ್ರದಾಯ ಬಂದಿದೆ. ಇದರಿಂದ ಧಾರ್ಮಿಕ ಜಾಗೃತಿ ಮೂಡುತ್ತದೆ ಎಂದರು. ಉದ್ಯೋಗಪತಿಗಳು, ಗಣ್ಯರು ಸಭೆಯಲ್ಲಿ ಪಾಲ್ಗೊಂಡಿದ್ದರು. ಸಂಗೀತ ಹಾಗೂ ಭಜನಾ ಕಾರ್ಯಕ್ರಮ ನಡೆಯಿತು. ಭಕ್ತರು ಸಾಮೂಹಿಕ ರುದ್ರಾಭಿಷೇಕದಲ್ಲಿ ಭಾಗವಹಿಸಿದ್ದರು. ಹಿರಿಯರಾದ ಚಂದ್ರಶೇಖರ ಶಿವಾಚಾರ್ಯರು, ವೀರಭದ್ರ ಶಿವಾಚಾರ್ಯರು ಸೇರಿದಂತೆ ಅನೇಕ ಮಠಾಧೀಶರು ವೇದಿಕೆಯಲ್ಲಿ ಉಪಸ್ಥಿತರಿದ್ದರು. [1135,899,1306,1096]
a4-para1: ಸಂತ ಸೇವಾಲಾಲರು ಒಂದು ಸಮುದಾಯಕ್ಕೆ ಸೀಮಿತರಾದ ಮಹನೀಯರಲ್ಲ, ಸಮಗ್ರ ಸಮಾಜ ಸುಧಾರಕ, ಸಮಾನತೆ, ಮಾನವೀಯತೆ ಹಾಗೂ ನೈತಿಕತೆ ಮೌಲ್ಯಗಳನ್ನು ಸಾರಿದ ಮಹಾನ್ ಸಂತರಾಗಿದ್ದಾರೆ. ಅವರ ತತ್ವಗಳು ಇಂದಿನ ಸಮಾಜಕ್ಕೆ ಅತ್ಯಂತ ಪ್ರಸ್ತುತವಾಗಿವೆ. ಅವರ ಸಂದೇಶಗಳು ಸಾಮಾಜಿಕ [786,691,952,814]
a6-col1: ಕಲಬುರಗಿ:ಫೆ.16: ನಗರದ ಜಗತ್ ಸರ್ಕಲ್ ಬಳಿಯಿರುವ ಭಾರತ ರತ್ನ, ಸಂವಿಧಾನಶಿಲ್ಪಿ ಡಾ.ಬಾಬಾಸಾಹೇಬ ಅಂಬೇಡ್ಕರ್ ರವರ ಪುತ್ಥಳಿ ಆವರಣದಲ್ಲಿ ದಲಿತ ಸೇನೆಯ ರಾಜ್ಯ ಅಧ್ಯಕ್ಷರಾದ ಹನುಮಂತ ಯಳಸಂಗಿ ಅವರ ನೇತೃತ್ವದಲ್ಲಿ ಸಭೆ ನಡೆಯಿತು. ಈ ಸಂದರ್ಭದಲ್ಲಿ ನೂತನ ದಲಿತ ಸೇನೆ ತಾಲ್ಲೂಕು ಕಾರ್ಮಿಕ ಘಟಕದ ಪದಾಧಿಕಾರಿಗಳ ಆಯ್ಕೆ ಮಾಡಲಾಯಿತು. ಕಾಕಡೆ ಚೌಕ್, ಭೀಮನಗರ ಗ್ರಾಮೀಣ ವಲಯ ಅಧ್ಯಕ್ಷರಾಗಿ ಡಿ.ಜಿ. ಸಾಗರ ಬಣದ, ತಾಲ್ಲೂಕು ದಲಿತ ಸೇನೆ ಕಾರ್ಮಿಕ ಘಟಕ ಉಪಾಧ್ಯಕ್ಷರಾಗಿ ಅಮರ ಕೀರ್ತಿ, ಮಂಜುನಾಥ ಬಸಣ್ಣ, ಶರಣಬಸಪ್ಪ ಕಡಬೂರ, ಭೀಮರಾಯ ಮಗಿರ, ಶಿವಕುಮಾರ ರಾಠೋಡ, ಚನ್ನಬಸಪ್ಪ ನಿಂಬಾಳ, ಭೀಮರಾಯ ಕಟ್ಟಿಮನಿ, ತಾಲ್ಲೂಕು ದಲಿತ ಸೇನೆ ಕಾರ್ಮಿಕ ಘಟಕ ಪ್ರಧಾನ ಕಾರ್ಯದರ್ಶಿ ವಿನೋದಕುಮಾರ ತೆಲಂಗಿ, ಶರಣಬಸಪ್ಪ ಕಲಮೂಡ, ತಾಲ್ಲೂಕು ದಲಿತ ಸೇನೆ ಕಾರ್ಮಿಕ ಘಟಕ ಸಂಘಟನಾ ಕಾರ್ಯದರ್ಶಿ ಶ್ಯಾಮಕುಮಾರ ದೊಡ್ಡಮನಿ, [600,1782,763,2128]
a5-headline: ಪ್ರತಿಯೊಬ್ಬರಿಗೂ ಧರ್ಮ ಪ್ರಜ್ಞೆ ಮುಖ್ಯ: ಉಜ್ಜಯಿನಿ ಜಗದ್ಗುರು ಶ್ರೀಗಳು [600,853,1157,882]
facebook-icon [136,17,146,27]
